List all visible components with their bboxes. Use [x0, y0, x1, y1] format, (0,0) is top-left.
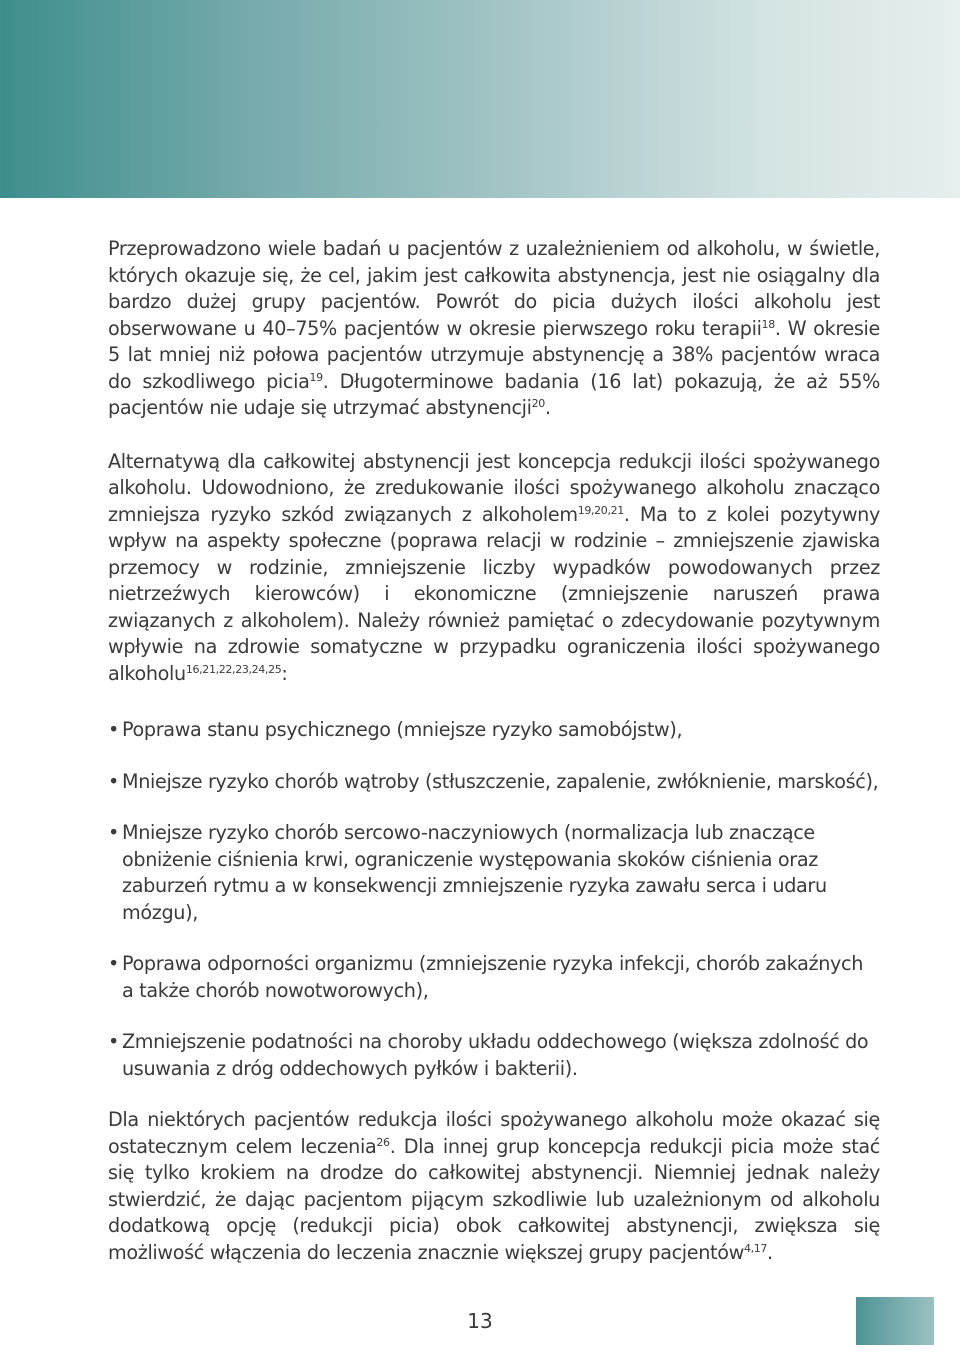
- citation: 18: [761, 317, 775, 331]
- paragraph-2: Alternatywą dla całkowitej abstynencji jest koncepcja redukcji ilości spożywanego alkoholu. Udowodniono, że zredukowanie ilości spożywanego alkoholu znacząco zmniejsza ryzyko szkód związanych z alkoholem$^{19,20,21}$. Ma to z kolei pozytywny wpływ na aspekty społeczne (poprawa relacji w rodzinie – zmniejszenie zjawiska przemocy w rodzinie, zmniejszenie liczby wypadków powodowanych przez nietrzeźwych kierowców) i ekonomiczne (zmniejszenie naruszeń prawa związanych z alkoholem). Należy również pamiętać o zdecydowanie pozytywnym wpływie na zdrowie somatyczne w przypadku ograniczenia ilości spożywanego alkoholu$^{16,21,22,23,24,25}$:: [108, 449, 880, 685]
- benefits-list: [108, 717, 880, 1082]
- list-item: • Poprawa odporności organizmu (zmniejszenie ryzyka infekcji, chorób zakaźnych a także chorób nowotworowych),: [108, 951, 880, 1004]
- list-item: • Zmniejszenie podatności na choroby układu oddechowego (większa zdolność do usuwania z dróg oddechowych pyłków i bakterii).: [108, 1029, 880, 1082]
- corner-accent-block: [856, 1297, 934, 1345]
- list-item: • Mniejsze ryzyko chorób wątroby (stłuszczenie, zapalenie, zwłóknienie, marskość),: [108, 769, 880, 796]
- citation: 20: [531, 397, 545, 410]
- citation: 19,20,21: [577, 503, 624, 517]
- citation: 16,21,22,23,24,25: [185, 662, 282, 676]
- citation: 26: [376, 1135, 390, 1149]
- page-content: [108, 236, 880, 1266]
- citation: 4,17: [743, 1241, 768, 1255]
- paragraph-3: Dla niektórych pacjentów redukcja ilości spożywanego alkoholu może okazać się ostatecznym celem leczenia$^{26}$. Dla innej grup koncepcja redukcji picia może stać się tylko krokiem na drodze do całkowitej abstynencji. Niemniej jednak należy stwierdzić, że dając pacjentom pijącym szkodliwie lub uzależnionym od alkoholu dodatkową opcję (redukcji picia) obok całkowitej abstynencji, zwiększa się możliwość włączenia do leczenia znacznie większej grupy pacjentów$^{4,17}$.: [108, 1108, 880, 1264]
- header-gradient-banner: [0, 0, 960, 198]
- list-item: • Poprawa stanu psychicznego (mniejsze ryzyko samobójstw),: [108, 717, 880, 744]
- citation: 19: [309, 370, 323, 384]
- list-item: • Mniejsze ryzyko chorób sercowo-naczyniowych (normalizacja lub znaczące obniżenie ciśnienia krwi, ograniczenie występowania skoków ciśnienia oraz zaburzeń rytmu a w konsekwencji zmniejszenie ryzyka zawału serca i udaru mózgu),: [108, 820, 880, 926]
- paragraph-1: Przeprowadzono wiele badań u pacjentów z uzależnieniem od alkoholu, w świetle, których okazuje się, że cel, jakim jest całkowita abstynencja, jest nie osiągalny dla bardzo dużej grupy pacjentów. Powrót do picia dużych ilości alkoholu jest obserwowane u 40–75% pacjentów w okresie pierwszego roku terapii$^{18}$. W okresie 5 lat mniej niż połowa pacjentów utrzymuje abstynencję a 38% pacjentów wraca do szkodliwego picia$^{19}$. Długoterminowe badania (16 lat) pokazują, że aż 55% pacjentów nie udaje się utrzymać abstynencji$^{20}$.: [108, 237, 880, 419]
- page-number: 13: [467, 1309, 493, 1333]
